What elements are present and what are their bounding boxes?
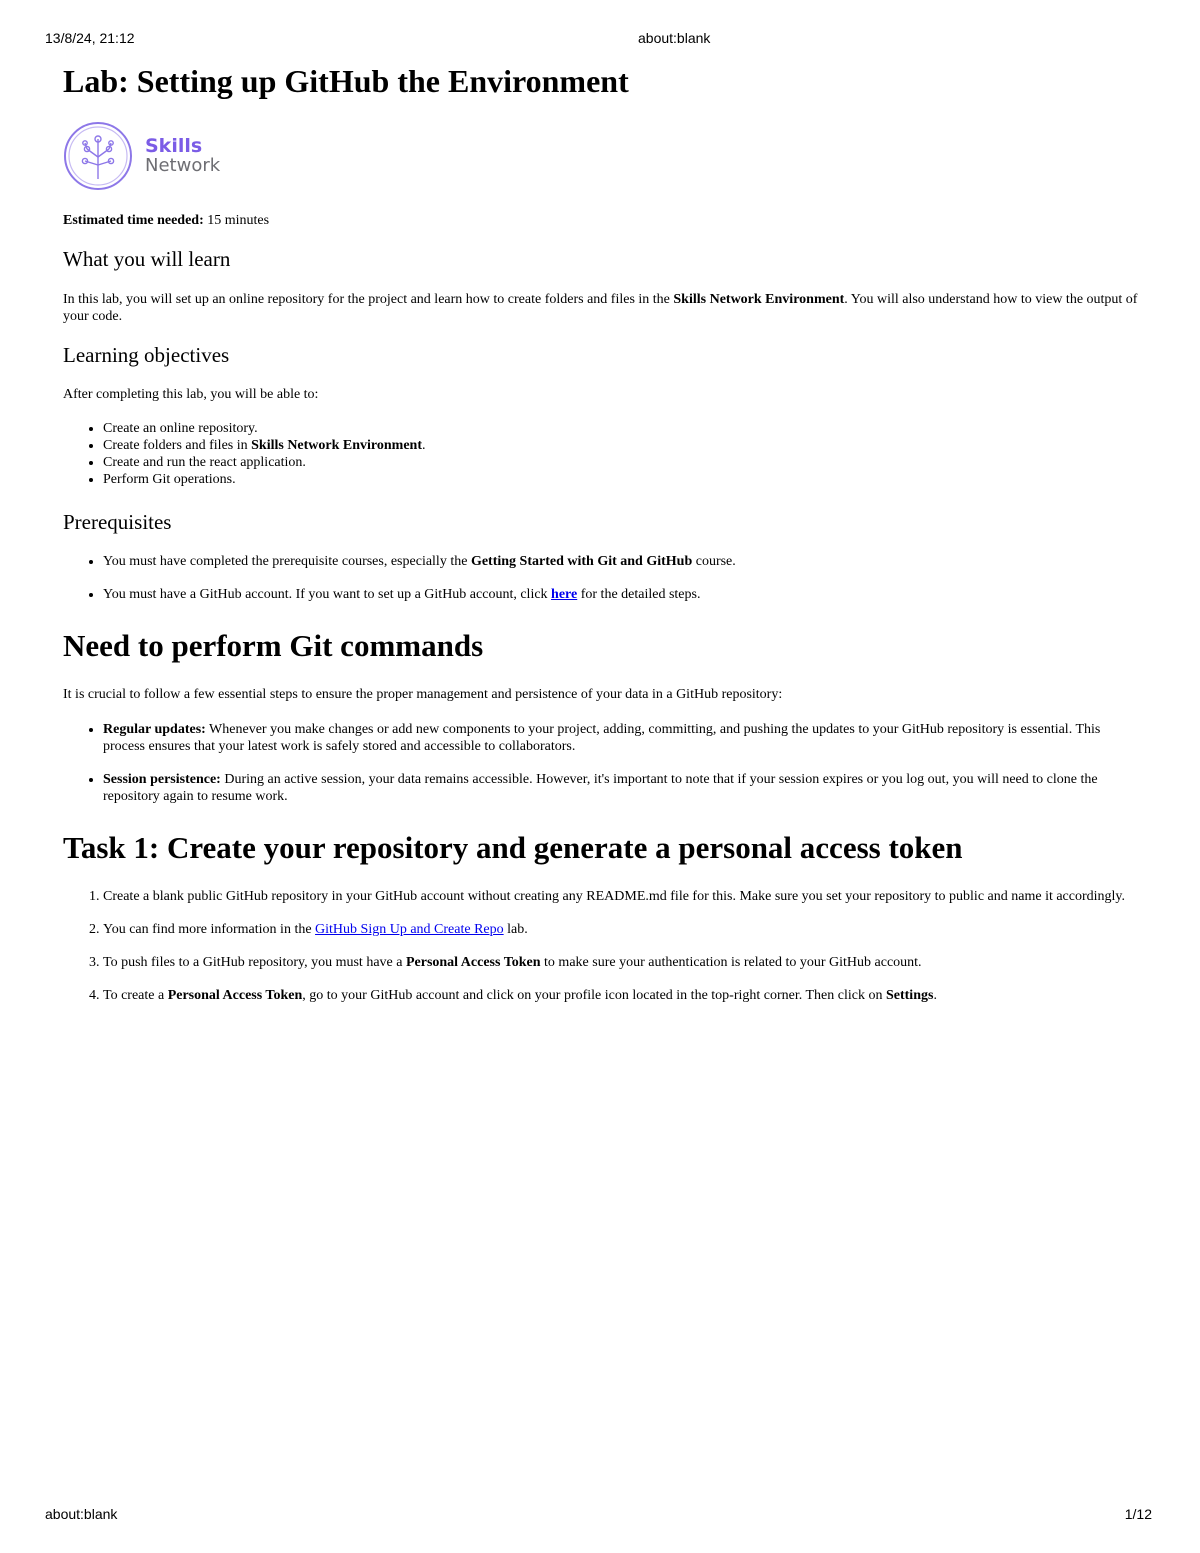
skills-network-logo — [63, 118, 1138, 194]
logo-line2: Network — [145, 154, 221, 176]
print-header — [45, 30, 1152, 48]
list-item: 1. Create a blank public GitHub repository in your GitHub account without creating any README.md file for this. Make sure you set your repository to public and name it accordingly. — [103, 888, 1138, 905]
git-commands-heading: Need to perform Git commands — [63, 627, 484, 663]
git-intro: It is crucial to follow a few essential steps to ensure the proper management and persistence of your data in a GitHub repository: — [63, 687, 783, 703]
list-item: 4. To create a Personal Access Token, go to your GitHub account and click on your profile icon located in the top-right corner. Then click on Settings. — [103, 987, 1138, 1004]
prerequisites-heading: Prerequisites — [63, 509, 172, 534]
estimated-time-value: 15 minutes — [203, 213, 270, 229]
print-footer — [45, 1506, 1152, 1524]
estimated-time-label: Estimated time needed: — [63, 213, 204, 229]
list-item: • You must have completed the prerequisite courses, especially the Getting Started with Git and GitHub course. — [103, 553, 1138, 570]
list-item: • Create folders and files in Skills Network Environment. — [103, 437, 1138, 454]
signup-create-repo-link[interactable]: GitHub Sign Up and Create Repo — [315, 922, 504, 938]
footer-url: about:blank — [45, 1506, 118, 1522]
page-title: Lab: Setting up GitHub the Environment — [63, 63, 629, 99]
list-item: • Create an online repository. — [103, 420, 1138, 437]
prerequisites-list — [63, 553, 1138, 603]
list-item: • Create and run the react application. — [103, 454, 1138, 471]
list-item: 2. You can find more information in the GitHub Sign Up and Create Repo lab. — [103, 921, 1138, 938]
git-steps-list — [63, 721, 1138, 805]
objectives-heading: Learning objectives — [63, 342, 230, 367]
skills-network-tree-icon — [63, 119, 133, 193]
list-item: • Session persistence: During an active session, your data remains accessible. However, it's important to note that if your session expires or you log out, you will need to clone the repository again to resume work. — [103, 771, 1138, 805]
objectives-list — [63, 420, 1138, 488]
task1-heading: Task 1: Create your repository and generate a personal access token — [63, 830, 963, 866]
print-url: about:blank — [638, 30, 711, 46]
list-item: 3. To push files to a GitHub repository, you must have a Personal Access Token to make sure your authentication is related to your GitHub account. — [103, 954, 1138, 971]
task1-steps — [63, 888, 1138, 1004]
page-number: 1/12 — [1124, 1506, 1152, 1522]
list-item: • Regular updates: Whenever you make changes or add new components to your project, adding, committing, and pushing the updates to your GitHub repository is essential. This process ensures that your latest work is safely stored and accessible to collaborators. — [103, 721, 1138, 755]
estimated-time — [63, 212, 1138, 229]
learn-paragraph: In this lab, you will set up an online repository for the project and learn how to create folders and files in the Skills Network Environment. You will also understand how to view the output of your code. — [63, 291, 1138, 324]
github-account-help-link[interactable]: here — [551, 586, 578, 602]
print-date: 13/8/24, 21:12 — [45, 30, 135, 46]
objectives-intro: After completing this lab, you will be able to: — [63, 386, 319, 402]
list-item: • Perform Git operations. — [103, 471, 1138, 488]
learn-heading: What you will learn — [63, 247, 231, 272]
logo-text — [145, 134, 221, 176]
document-body — [63, 58, 1138, 1020]
logo-line1: Skills — [145, 134, 203, 157]
list-item: • You must have a GitHub account. If you want to set up a GitHub account, click here for the detailed steps. — [103, 586, 1138, 603]
